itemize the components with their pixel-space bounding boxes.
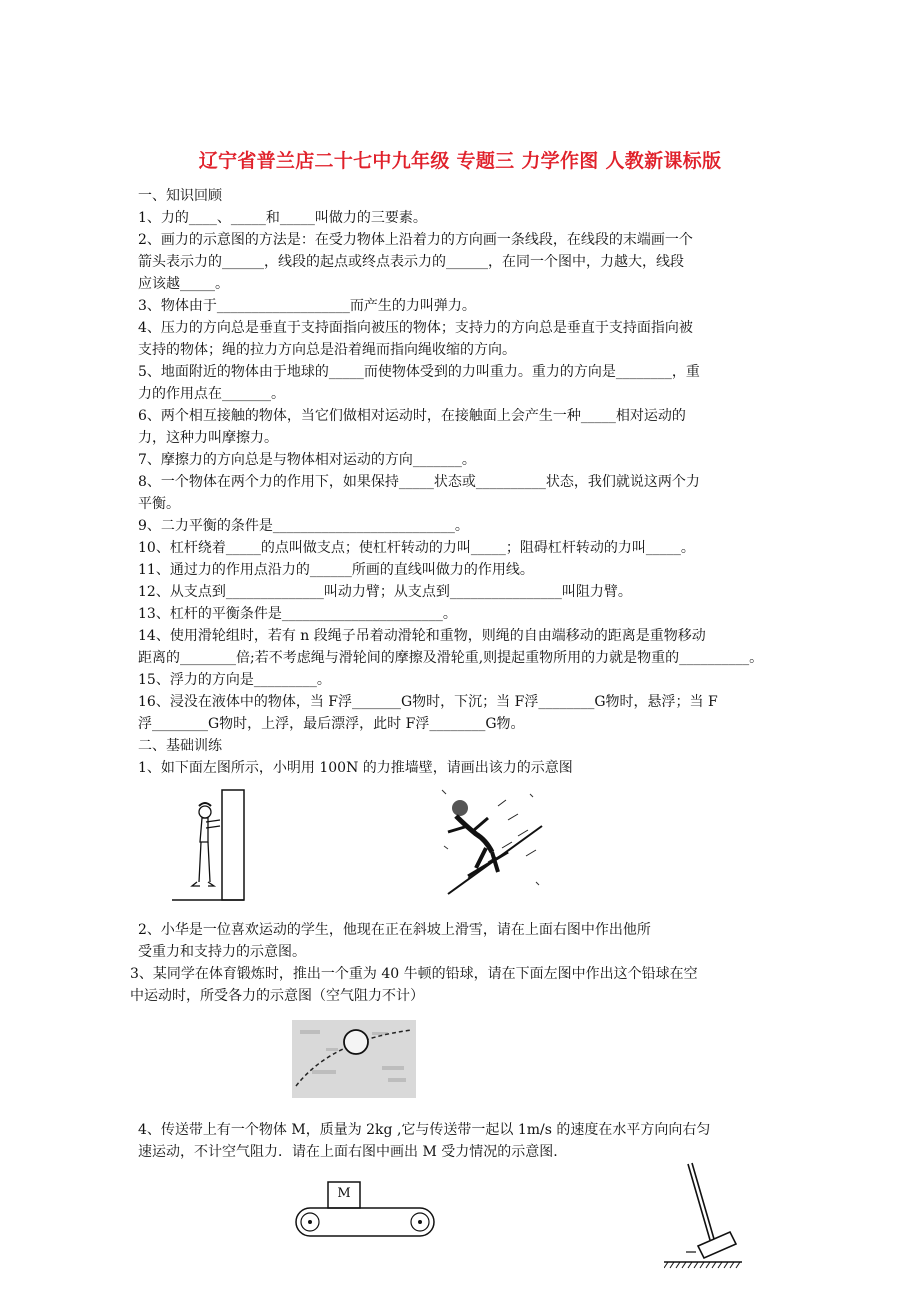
text-line: 10、杠杆绕着_____的点叫做支点；使杠杆转动的力叫_____；阻碍杠杆转动的力叫_____。	[138, 540, 695, 556]
text-line: 受重力和支持力的示意图。	[138, 944, 306, 960]
text-line: 8、一个物体在两个力的作用下，如果保持_____状态或__________状态，我们就说这两个力	[138, 474, 700, 490]
text-line: 平衡。	[138, 496, 180, 512]
text-line: 力，这种力叫摩擦力。	[138, 430, 278, 446]
conveyor-figure	[290, 1180, 440, 1242]
text-line: 9、二力平衡的条件是__________________________。	[138, 518, 469, 534]
text-line: 1、如下面左图所示，小明用 100N 的力推墙壁，请画出该力的示意图	[138, 760, 573, 776]
text-line: 12、从支点到______________叫动力臂；从支点到________________叫阻力臂。	[138, 584, 632, 600]
block-m-label: M	[337, 1186, 351, 1201]
text-line: 速运动，不计空气阻力．请在上面右图中画出 M 受力情况的示意图.	[138, 1144, 558, 1160]
text-line: 4、传送带上有一个物体 M，质量为 2kg ,它与传送带一起以 1m/s 的速度在水平方向向右匀	[138, 1122, 711, 1138]
text-line: 一、知识回顾	[138, 188, 222, 204]
text-line: 6、两个相互接触的物体，当它们做相对运动时，在接触面上会产生一种_____相对运动的	[138, 408, 686, 424]
text-line: 15、浮力的方向是_________。	[138, 672, 331, 688]
text-line: 11、通过力的作用点沿力的______所画的直线叫做力的作用线。	[138, 562, 534, 578]
boy-pushing-wall-figure	[172, 788, 252, 904]
text-line: 14、使用滑轮组时，若有 n 段绳子吊着动滑轮和重物，则绳的自由端移动的距离是重物移动	[138, 628, 706, 644]
text-line: 16、浸没在液体中的物体，当 F浮_______G物时，下沉；当 F浮________G物时，悬浮；当 F	[138, 694, 718, 710]
text-line: 4、压力的方向总是垂直于支持面指向被压的物体；支持力的方向总是垂直于支持面指向被	[138, 320, 693, 336]
text-line: 浮________G物时，上浮，最后漂浮，此时 F浮________G物。	[138, 716, 525, 732]
text-line: 3、某同学在体育锻炼时，推出一个重为 40 牛顿的铅球，请在下面左图中作出这个铅球在空	[130, 966, 698, 982]
text-line: 力的作用点在_______。	[138, 386, 285, 402]
text-line: 应该越_____。	[138, 276, 229, 292]
text-line: 13、杠杆的平衡条件是_______________________。	[138, 606, 457, 622]
text-line: 2、画力的示意图的方法是：在受力物体上沿着力的方向画一条线段，在线段的末端画一个	[138, 232, 693, 248]
text-line: 中运动时，所受各力的示意图（空气阻力不计）	[130, 988, 424, 1004]
text-line: 箭头表示力的______，线段的起点或终点表示力的______，在同一个图中，力越大，线段	[138, 254, 684, 270]
text-line: 二、基础训练	[138, 738, 222, 754]
text-line: 2、小华是一位喜欢运动的学生，他现在正在斜坡上滑雪，请在上面右图中作出他所	[138, 922, 651, 938]
text-line: 5、地面附近的物体由于地球的_____而使物体受到的力叫重力。重力的方向是________，重	[138, 364, 700, 380]
leaning-rod-figure	[664, 1160, 744, 1270]
skier-slope-figure	[438, 786, 546, 898]
text-line: 支持的物体；绳的拉力方向总是沿着绳而指向绳收缩的方向。	[138, 342, 516, 358]
text-line: 7、摩擦力的方向总是与物体相对运动的方向_______。	[138, 452, 476, 468]
text-line: 距离的________倍;若不考虑绳与滑轮间的摩擦及滑轮重,则提起重物所用的力就是物重的__________。	[138, 650, 764, 666]
shot-put-figure	[292, 1020, 416, 1098]
page-title: 辽宁省普兰店二十七中九年级 专题三 力学作图 人教新课标版	[198, 150, 722, 172]
text-line: 3、物体由于___________________而产生的力叫弹力。	[138, 298, 476, 314]
text-line: 1、力的____、_____和_____叫做力的三要素。	[138, 210, 427, 226]
